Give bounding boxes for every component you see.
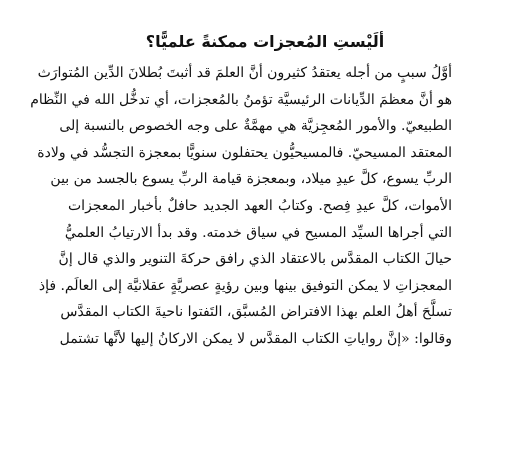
text-line: المعتقد المسيحيّ. فالمسيحيُّون يحتفلون سنويًّا بمعجزة التجسُّد في ولادة <box>37 144 452 161</box>
text-line: التي أجراها السيِّد المسيح في سياق خدمته. وقد بدأ الارتيابُ العلميُّ <box>64 224 452 241</box>
text-line: أوَّلُ سببٍ من أجله يعتقدُ كثيرون أنَّ العلمَ قد أثبتَ بُطلانَ الدِّين المُتوارَث <box>37 65 452 81</box>
page-title: ألَيْستِ المُعجزات ممكنةً علميًّا؟ <box>145 32 385 51</box>
body-paragraph <box>30 60 452 353</box>
text-line: المعجزاتِ لا يمكن التوفيق بينها وبين رؤيةٍ عصريَّةٍ عقلانيَّة إلى العالَم. فإذ <box>38 277 452 294</box>
text-line: الطبيعيّ. والأمور المُعجِزيَّة هي مهمَّةٌ على وجه الخصوص بالنسبة إلى <box>59 118 452 135</box>
text-line: حيالَ الكتاب المقدَّس بالاعتقاد الذي رافق حركةَ التنوير والذي قال إنَّ <box>58 251 452 268</box>
text-line: الأموات، كلَّ عيدِ فِصح. وكتابُ العهد الجديد حافلٌ بأخبار المعجزات <box>68 197 452 214</box>
text-line: تسلَّحَ أهلُ العلم بهذا الافتراض المُسبَّق، التَفتوا ناحيةَ الكتاب المقدَّس <box>60 304 452 321</box>
text-line: الربِّ يسوع، كلَّ عيدِ ميلاد، وبمعجزة قيامة الربِّ يسوع بالجسد من بين <box>50 171 452 188</box>
text-line: هو أنَّ معظمَ الدِّيانات الرئيسيَّة تؤمنُ بالمُعجزات، أي تدخُّل الله في النِّظام <box>30 91 452 108</box>
text-line: وقالوا: «إنَّ رواياتِ الكتاب المقدَّس لا يمكن الاركانُ إليها لأنَّها تشتمل <box>59 330 452 347</box>
